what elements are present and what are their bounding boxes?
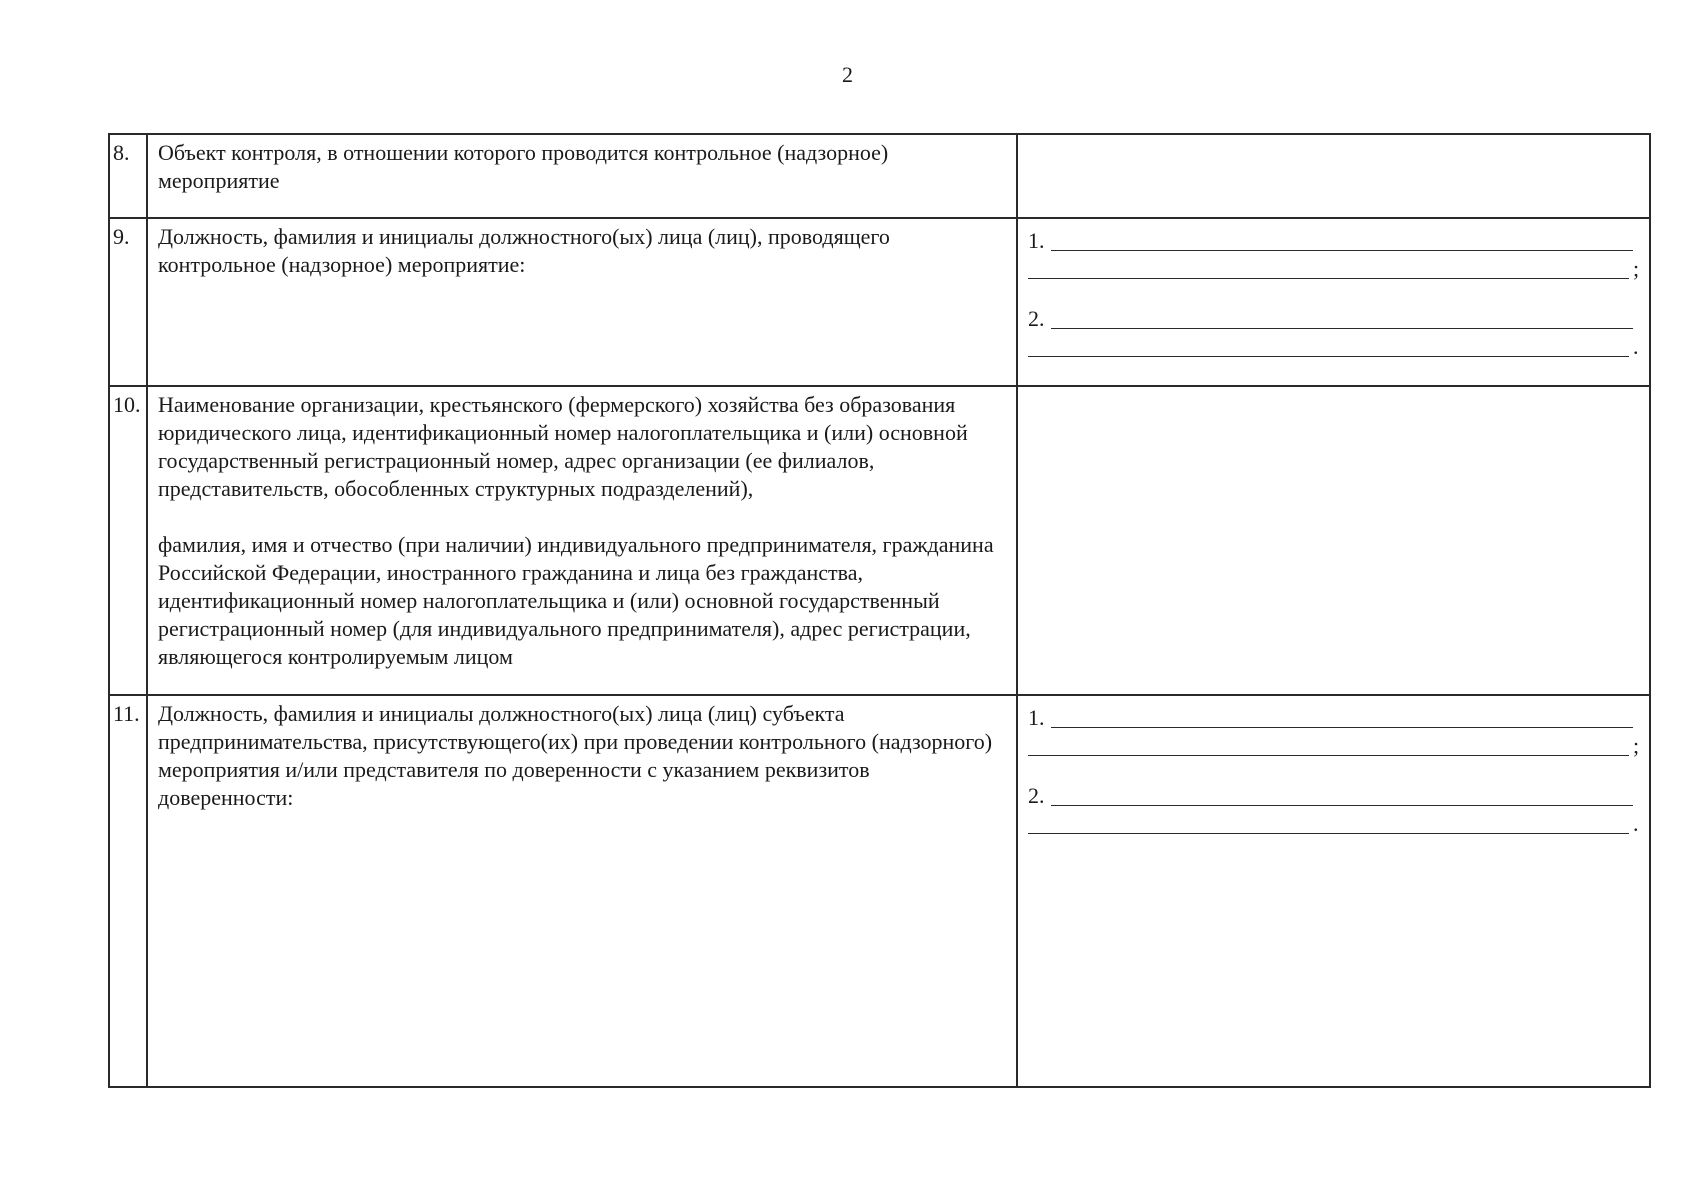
inspection-form-table <box>108 133 1651 1088</box>
description-text: Объект контроля, в отношении которого проводится контрольное (надзорное) мероприятие <box>158 140 889 193</box>
entry-1-line-2[interactable] <box>1028 735 1629 756</box>
entry-1-line-1[interactable] <box>1051 230 1634 251</box>
control-object-field[interactable] <box>1017 134 1650 218</box>
entry-1-line-1[interactable] <box>1051 707 1634 728</box>
entry-2-line-1[interactable] <box>1051 308 1634 329</box>
description-text: Должность, фамилия и инициалы должностного(ых) лица (лиц) субъекта предпринимательства, присутствующего(их) при проведении контрольного (надзорного) мероприятия и/или представителя по доверенности с указанием реквизитов доверенности: <box>158 701 993 810</box>
row-description <box>147 134 1017 218</box>
row-number: 8. <box>109 134 147 218</box>
form-row-8 <box>109 134 1650 218</box>
description-text: Должность, фамилия и инициалы должностного(ых) лица (лиц), проводящего контрольное (надзорное) мероприятие: <box>158 224 890 277</box>
entry-2 <box>1028 305 1641 361</box>
row-number: 11. <box>109 695 147 1087</box>
entry-label: 1. <box>1028 705 1045 730</box>
entry-1 <box>1028 227 1641 283</box>
entry-end-mark: ; <box>1633 256 1640 281</box>
entry-label: 2. <box>1028 783 1045 808</box>
entry-2-line-1[interactable] <box>1051 785 1634 806</box>
entry-1 <box>1028 704 1641 760</box>
representatives-entries <box>1017 695 1650 1087</box>
description-text-individual: фамилия, имя и отчество (при наличии) индивидуального предпринимателя, гражданина Российской Федерации, иностранного гражданина и лица без гражданства, идентификационный номер налогоплательщика и (или) основной государственный регистрационный номер (для индивидуального предпринимателя), адрес регистрации, являющегося контролируемым лицом <box>158 532 994 669</box>
row-description <box>147 218 1017 386</box>
page-number: 2 <box>842 62 853 87</box>
entry-end-mark: ; <box>1633 733 1640 758</box>
description-text-organization: Наименование организации, крестьянского (фермерского) хозяйства без образования юридического лица, идентификационный номер налогоплательщика и (или) основной государственный регистрационный номер, адрес организации (ее филиалов, представительств, обособленных структурных подразделений), <box>158 392 968 501</box>
entry-2 <box>1028 782 1641 838</box>
entry-2-line-2[interactable] <box>1028 336 1629 357</box>
row-number: 10. <box>109 386 147 695</box>
form-row-11 <box>109 695 1650 1087</box>
entry-end-mark: . <box>1633 334 1639 359</box>
entry-2-line-2[interactable] <box>1028 813 1629 834</box>
row-number: 9. <box>109 218 147 386</box>
form-row-9 <box>109 218 1650 386</box>
row-description <box>147 386 1017 695</box>
controlled-entity-field[interactable] <box>1017 386 1650 695</box>
form-row-10 <box>109 386 1650 695</box>
entry-1-line-2[interactable] <box>1028 258 1629 279</box>
entry-label: 2. <box>1028 306 1045 331</box>
entry-label: 1. <box>1028 228 1045 253</box>
officials-entries <box>1017 218 1650 386</box>
row-description <box>147 695 1017 1087</box>
entry-end-mark: . <box>1633 811 1639 836</box>
